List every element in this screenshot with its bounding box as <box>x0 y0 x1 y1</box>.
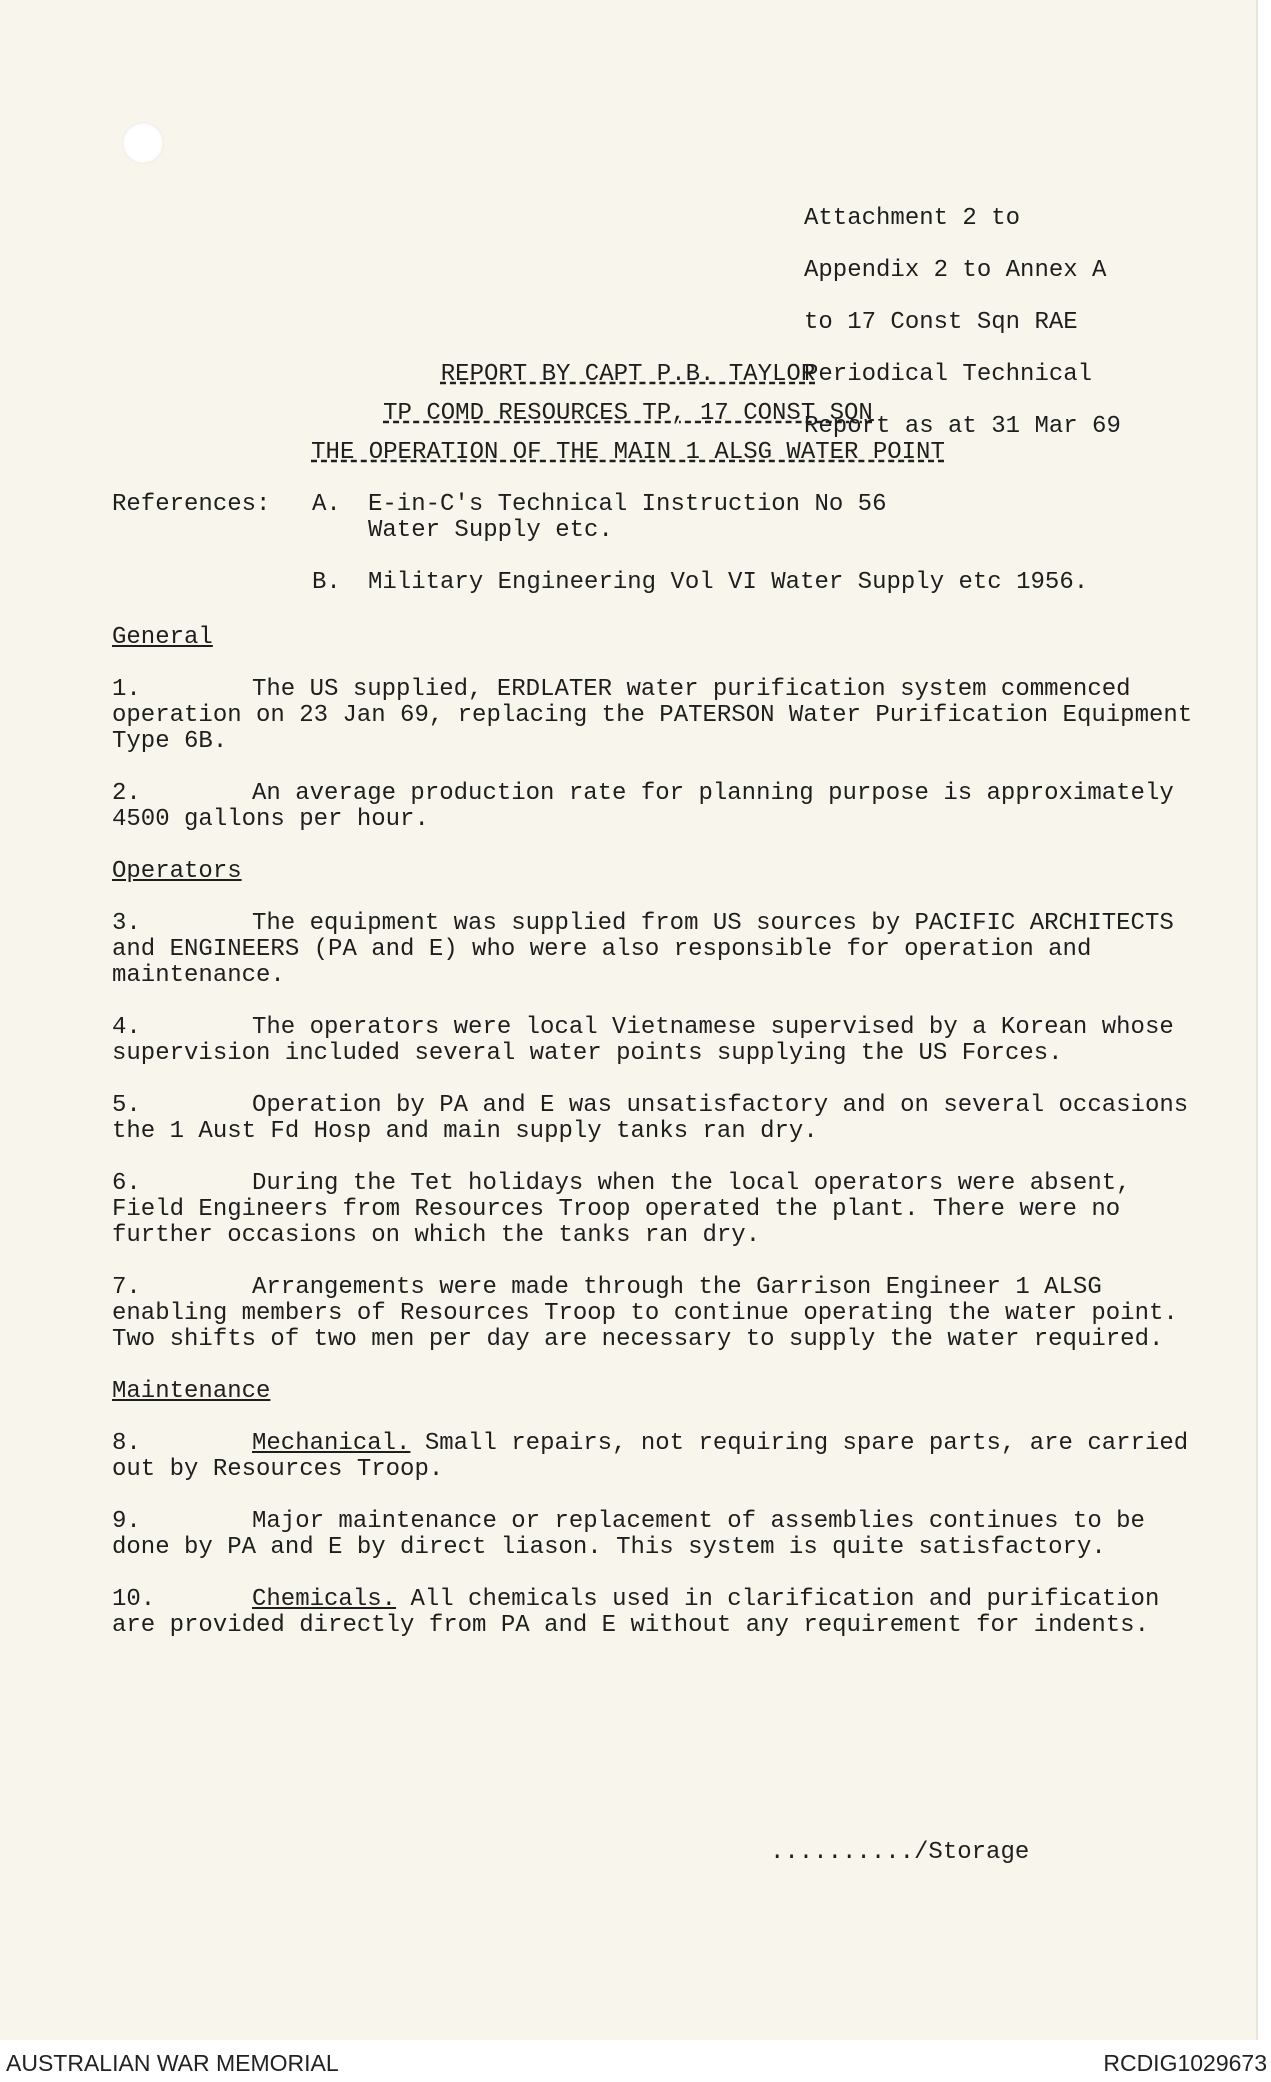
paragraph-subheading: Mechanical. <box>252 1430 411 1457</box>
paragraph-text: The operators were local Vietnamese supervised by a Korean whose supervision included several water points supplying the US Forces. <box>112 1014 1174 1067</box>
reference-letter: A. <box>312 491 341 518</box>
paragraph-number: 7. <box>112 1274 141 1301</box>
report-title <box>0 362 1256 479</box>
paragraph <box>112 1431 1208 1483</box>
footer-archive-name: AUSTRALIAN WAR MEMORIAL <box>6 2050 339 2076</box>
attachment-line: Periodical Technical <box>804 361 1093 388</box>
section-heading-general: General <box>112 624 213 651</box>
references-label: References: <box>112 491 271 518</box>
references <box>112 492 1232 596</box>
paragraph <box>112 1015 1208 1067</box>
paragraph <box>112 911 1208 989</box>
attachment-line: Report as at 31 Mar 69 <box>804 413 1121 440</box>
paragraph-number: 2. <box>112 780 141 807</box>
paragraph <box>112 1275 1208 1353</box>
paragraph <box>112 1171 1208 1249</box>
punch-hole <box>122 122 164 164</box>
paragraph <box>112 781 1208 833</box>
paragraph-number: 8. <box>112 1430 141 1457</box>
title-line-1: REPORT BY CAPT P.B. TAYLOR <box>440 361 816 388</box>
reference-b: Military Engineering Vol VI Water Supply etc 1956. <box>368 569 1089 596</box>
paragraph-number: 1. <box>112 676 141 703</box>
attachment-line: Attachment 2 to <box>804 205 1021 232</box>
attachment-line: Appendix 2 to Annex A <box>804 257 1107 284</box>
paragraph-text: Arrangements were made through the Garrison Engineer 1 ALSG enabling members of Resources Troop to continue operating the water point. Two shifts of two men per day are necessary to supply the water required. <box>112 1274 1178 1353</box>
paragraph-text: The equipment was supplied from US sources by PACIFIC ARCHITECTS and ENGINEERS (PA and E) who were also responsible for operation and maintenance. <box>112 910 1174 989</box>
section-heading-maintenance: Maintenance <box>112 1378 271 1405</box>
attachment-line: to 17 Const Sqn RAE <box>804 309 1078 336</box>
paragraph <box>112 677 1208 755</box>
reference-letter: B. <box>312 569 341 596</box>
paragraph-text: Small repairs, not requiring spare parts, are carried out by Resources Troop. <box>112 1430 1189 1483</box>
paragraph-number: 5. <box>112 1092 141 1119</box>
paragraph-text: Major maintenance or replacement of assemblies continues to be done by PA and E by direct liason. This system is quite satisfactory. <box>112 1508 1145 1561</box>
report-body <box>112 625 1208 1665</box>
paragraph-number: 6. <box>112 1170 141 1197</box>
reference-a: E-in-C's Technical Instruction No 56 Water Supply etc. <box>368 491 887 544</box>
paragraph <box>112 1587 1208 1639</box>
paragraph-text: During the Tet holidays when the local operators were absent, Field Engineers from Resources Troop operated the plant. There were no further occasions on which the tanks ran dry. <box>112 1170 1131 1249</box>
title-line-2: TP COMD RESOURCES TP, 17 CONST SQN <box>383 400 873 427</box>
paragraph-subheading: Chemicals. <box>252 1586 397 1613</box>
paragraph-text: The US supplied, ERDLATER water purification system commenced operation on 23 Jan 69, replacing the PATERSON Water Purification Equipment Type 6B. <box>112 676 1193 755</box>
footer-record-id: RCDIG1029673 <box>1103 2050 1267 2076</box>
paragraph-text: An average production rate for planning purpose is approximately 4500 gallons per hour. <box>112 780 1174 833</box>
paragraph-number: 4. <box>112 1014 141 1041</box>
continuation-marker: ........../Storage <box>770 1839 1030 1866</box>
paragraph <box>112 1509 1208 1561</box>
paragraph-number: 3. <box>112 910 141 937</box>
paragraph <box>112 1093 1208 1145</box>
paragraph-number: 9. <box>112 1508 141 1535</box>
paragraph-number: 10. <box>112 1586 156 1613</box>
title-line-3: THE OPERATION OF THE MAIN 1 ALSG WATER POINT <box>311 439 945 466</box>
paragraph-text: Operation by PA and E was unsatisfactory and on several occasions the 1 Aust Fd Hosp and main supply tanks ran dry. <box>112 1092 1189 1145</box>
paragraph-text: All chemicals used in clarification and purification are provided directly from PA and E without any requirement for indents. <box>112 1586 1160 1639</box>
section-heading-operators: Operators <box>112 858 242 885</box>
